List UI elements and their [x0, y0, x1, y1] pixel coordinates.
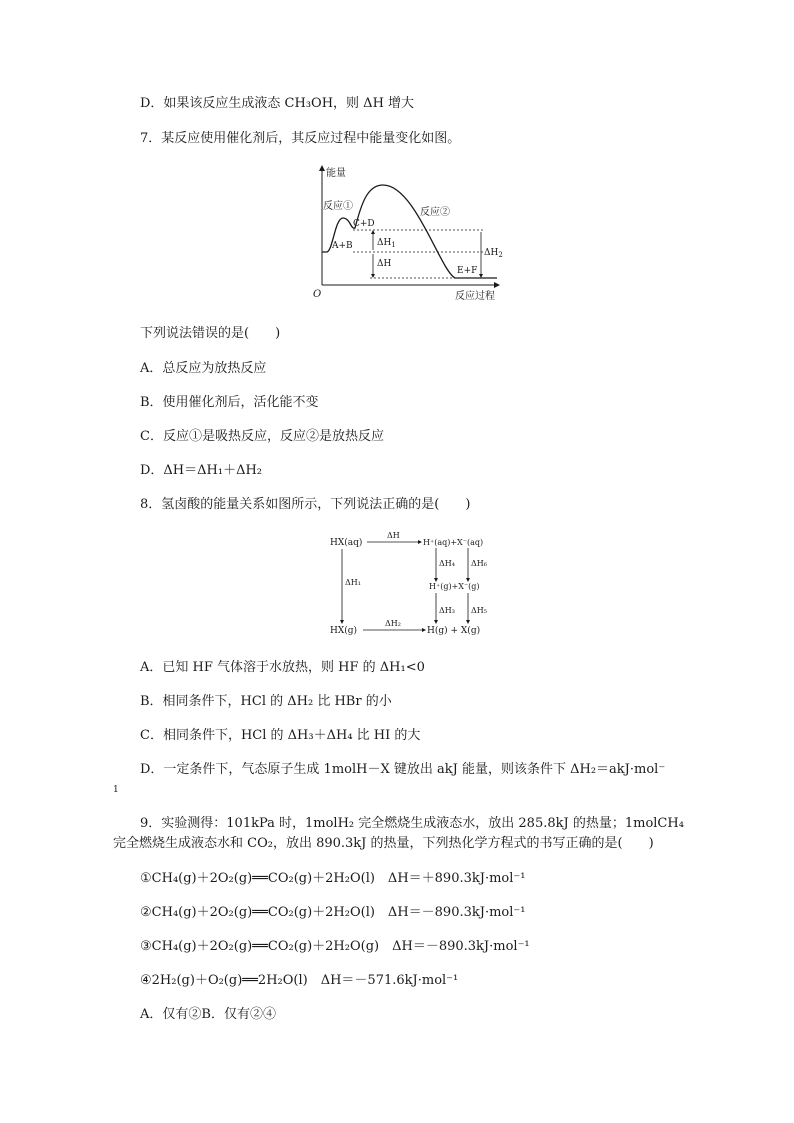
energy-profile-diagram — [305, 160, 505, 309]
reaction2-label: 反应② — [420, 207, 450, 218]
ef-label: E+F — [457, 266, 478, 276]
q7-option-a: A．总反应为放热反应 — [140, 361, 267, 376]
ions-aq-label: H⁺(aq)+X⁻(aq) — [423, 538, 484, 547]
dh1-label: ΔH₁ — [345, 578, 361, 587]
x-axis-label: 反应过程 — [455, 291, 495, 302]
cd-label: C+D — [353, 219, 375, 229]
q7-option-c: C．反应①是吸热反应，反应②是放热反应 — [140, 429, 384, 444]
dh2-label: ΔH₂ — [385, 619, 401, 628]
ab-label: A+B — [332, 241, 353, 251]
q6-option-d: D．如果该反应生成液态 CH₃OH，则 ΔH 增大 — [140, 96, 415, 111]
dh6-label: ΔH₆ — [471, 559, 487, 568]
hx-g-label: HX(g) — [330, 626, 358, 636]
q9-equation-3: ③CH₄(g)＋2O₂(g)══CO₂(g)＋2H₂O(g) ΔH＝－890.3kJ·mol⁻¹ — [140, 939, 530, 954]
dh-label: ΔH — [377, 259, 392, 269]
q8-option-a: A．已知 HF 气体溶于水放热，则 HF 的 ΔH₁<0 — [140, 660, 425, 675]
dh3-label: ΔH₃ — [439, 606, 455, 615]
ions-g-label: H⁺(g)+X⁻(g) — [429, 582, 480, 591]
dh5-label: ΔH₅ — [471, 606, 487, 615]
q7-option-b: B．使用催化剂后，活化能不变 — [140, 395, 319, 410]
reaction1-label: 反应① — [323, 201, 353, 212]
q9-equation-2: ②CH₄(g)＋2O₂(g)══CO₂(g)＋2H₂O(l) ΔH＝－890.3kJ·mol⁻¹ — [140, 905, 526, 920]
q8-stem: 8．氢卤酸的能量关系如图所示，下列说法正确的是( ) — [140, 497, 471, 512]
energy-curve — [322, 185, 497, 278]
q8-option-b: B．相同条件下，HCl 的 ΔH₂ 比 HBr 的小 — [140, 694, 392, 709]
q9-stem-line2: 完全燃烧生成液态水和 CO₂，放出 890.3kJ 的热量，下列热化学方程式的书写正确的是( ) — [113, 836, 654, 851]
y-axis-label: 能量 — [326, 168, 346, 179]
q7-stem: 7．某反应使用催化剂后，其反应过程中能量变化如图。 — [140, 131, 461, 146]
q7-option-d: D．ΔH＝ΔH₁＋ΔH₂ — [140, 463, 263, 478]
q9-answers: A．仅有②B．仅有②④ — [140, 1007, 276, 1022]
dh2-label: $\Delta H_2$ — [484, 248, 503, 259]
q9-equation-1: ①CH₄(g)＋2O₂(g)══CO₂(g)＋2H₂O(l) ΔH＝＋890.3kJ·mol⁻¹ — [140, 871, 526, 886]
dh1-label: $\Delta H_1$ — [377, 238, 396, 249]
dh-label: ΔH — [387, 531, 400, 540]
q9-equation-4: ④2H₂(g)＋O₂(g)══2H₂O(l) ΔH＝－571.6kJ·mol⁻¹ — [140, 973, 459, 988]
dh4-label: ΔH₄ — [439, 559, 455, 568]
q9-stem-line1: 9．实验测得：101kPa 时，1molH₂ 完全燃烧生成液态水，放出 285.8kJ 的热量；1molCH₄ — [140, 816, 684, 831]
hx-aq-label: HX(aq) — [330, 538, 363, 548]
q8-option-d: D．一定条件下，气态原子生成 1molH－X 键放出 akJ 能量，则该条件下 ΔH₂＝akJ·mol⁻ — [140, 762, 666, 777]
origin-label: O — [313, 289, 322, 300]
atoms-g-label: H(g) + X(g) — [427, 626, 481, 636]
q8-option-c: C．相同条件下，HCl 的 ΔH₃＋ΔH₄ 比 HI 的大 — [140, 728, 421, 743]
q7-substem: 下列说法错误的是( ) — [140, 326, 281, 341]
q8-option-d-wrap: 1 — [113, 785, 119, 795]
hydrohalic-acid-cycle-diagram — [325, 527, 495, 646]
